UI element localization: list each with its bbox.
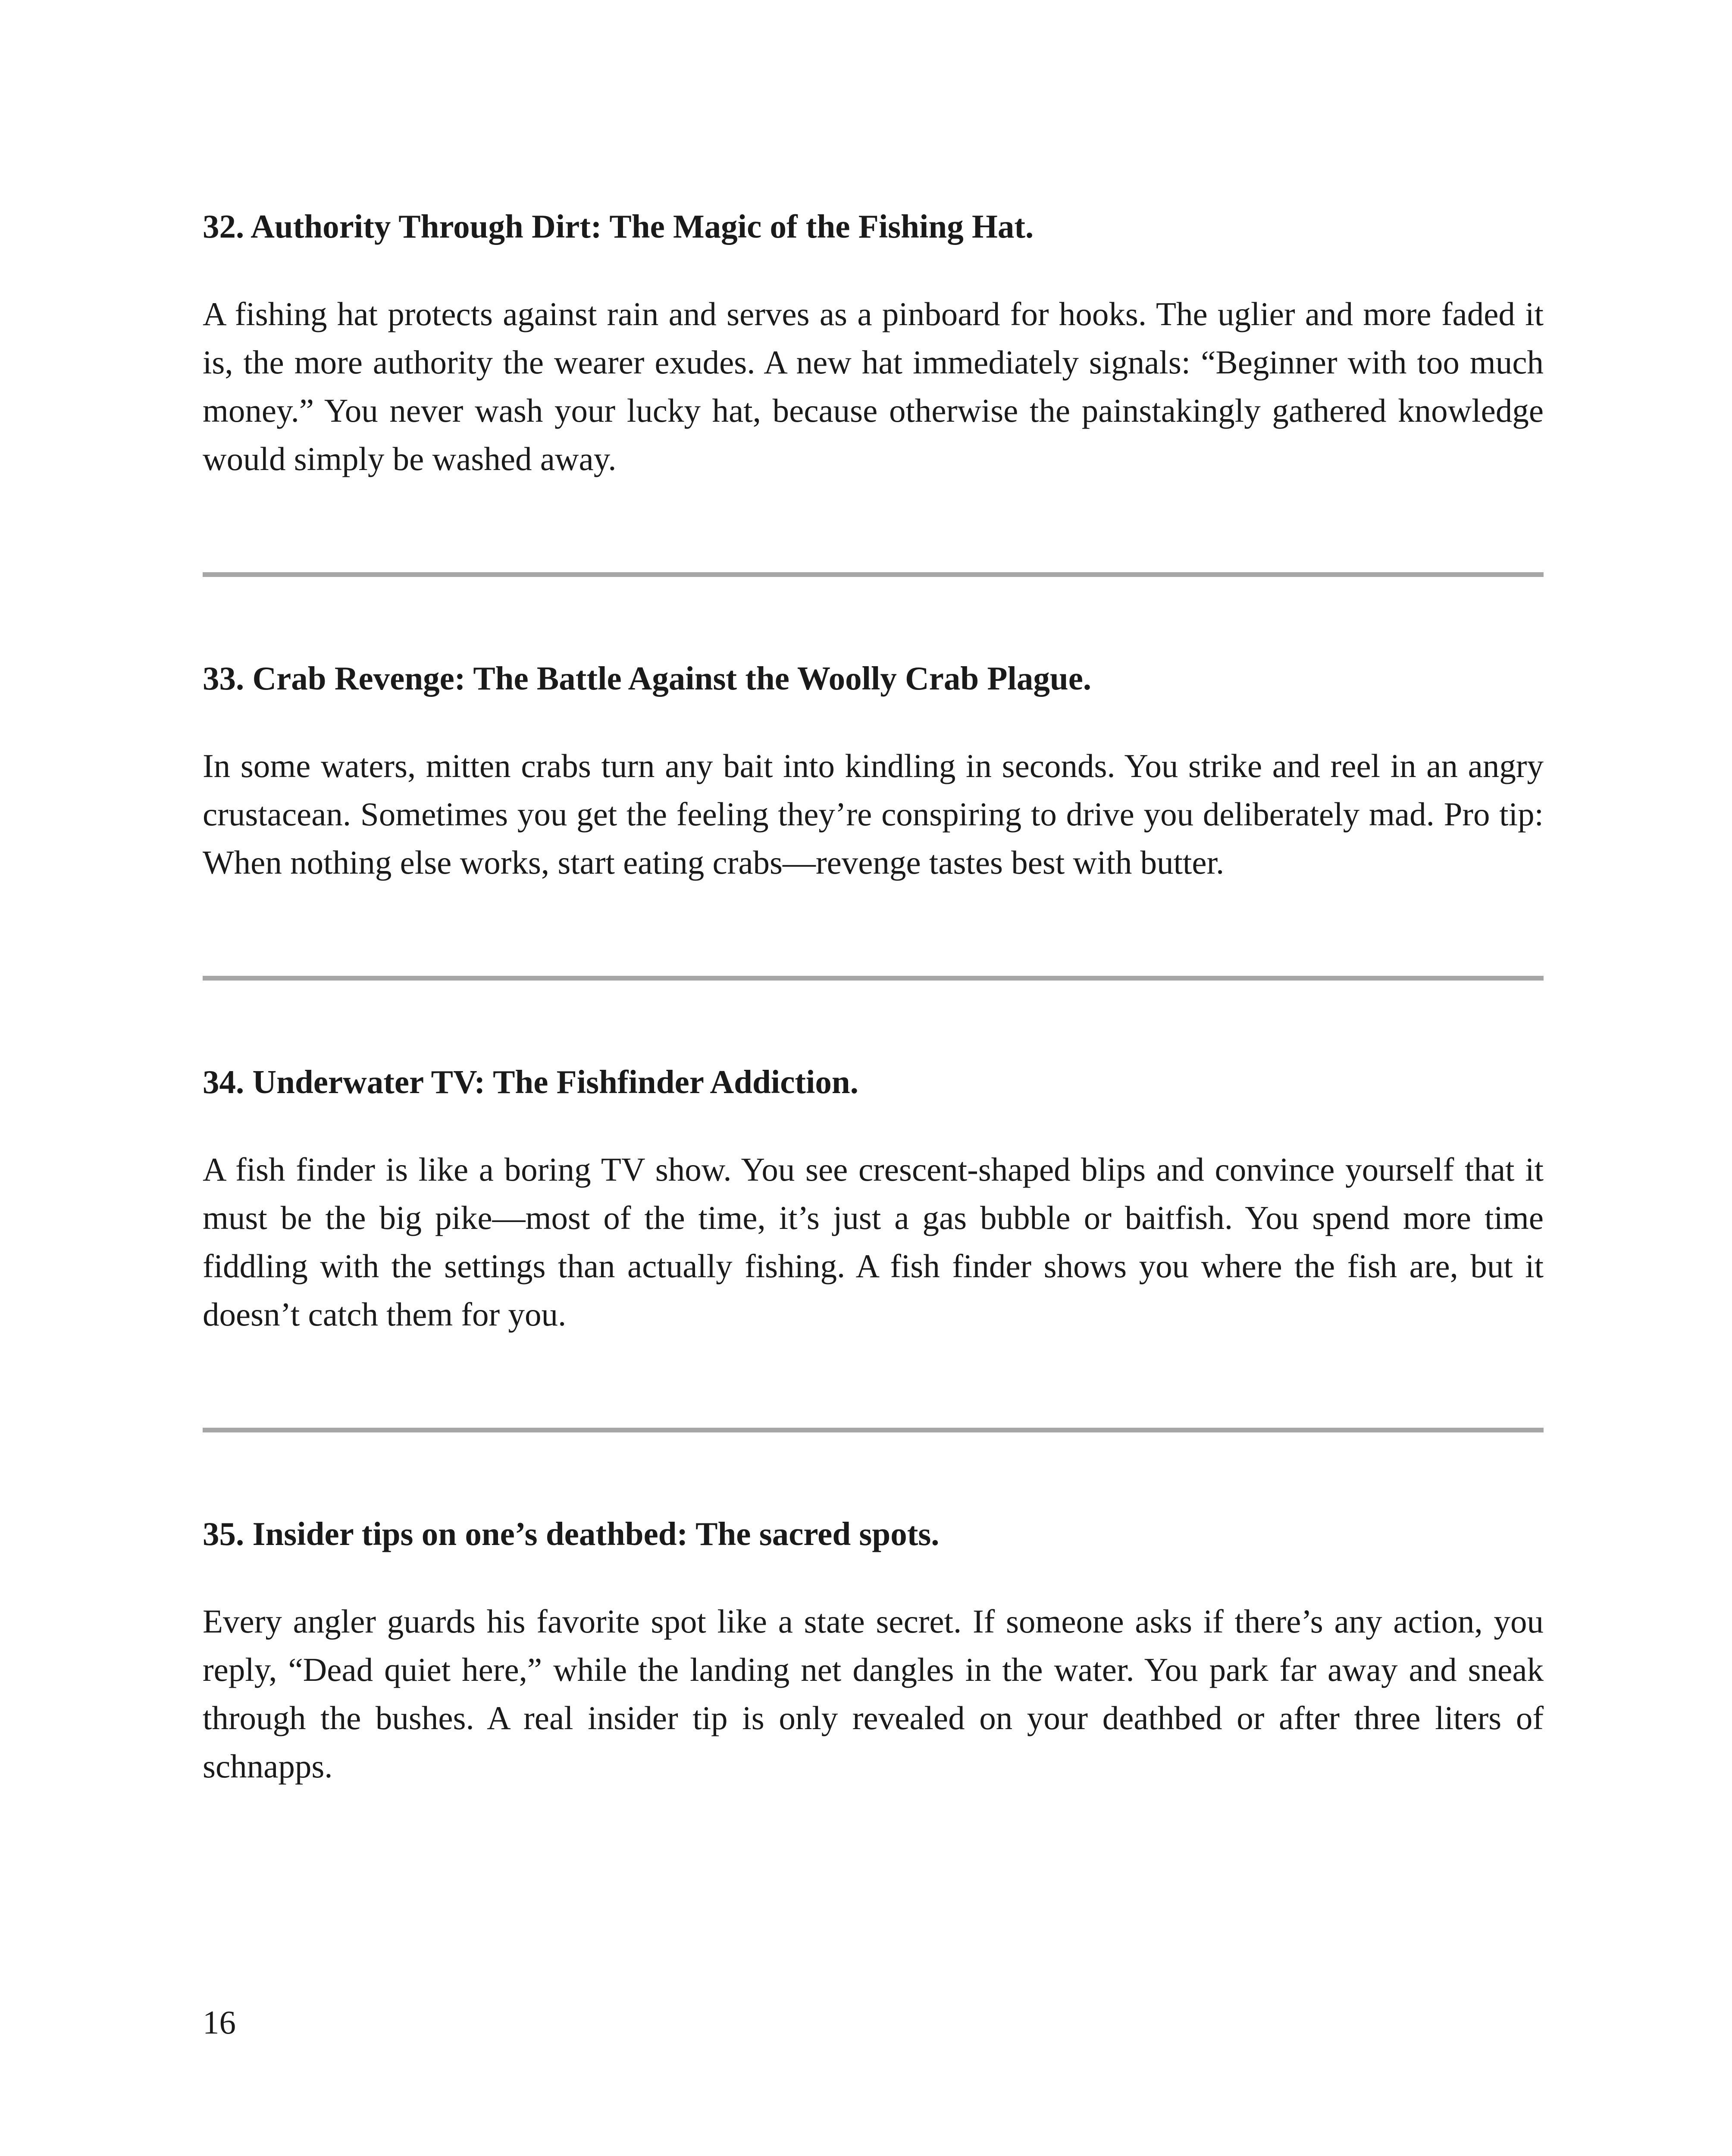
section-heading: 35. Insider tips on one’s deathbed: The sacred spots. [203,1515,940,1552]
section-34 [203,1058,1544,1338]
page-number: 16 [203,2004,236,2041]
section-heading: 34. Underwater TV: The Fishfinder Addiction. [203,1063,858,1100]
page-content [203,203,1544,1790]
section-heading: 33. Crab Revenge: The Battle Against the Woolly Crab Plague. [203,660,1092,697]
section-paragraph: In some waters, mitten crabs turn any bait into kindling in seconds. You strike and reel in an angry crustacean. Sometimes you get the feeling they’re conspiring to drive you deliberately mad. Pro tip: When nothing else works, start eating crabs—revenge tastes best with butter. [203,747,1544,881]
section-paragraph: Every angler guards his favorite spot like a state secret. If someone asks if there’s any action, you reply, “Dead quiet here,” while the landing net dangles in the water. You park far away and sneak through the bushes. A real insider tip is only revealed on your deathbed or after three liters of schnapps. [203,1603,1544,1785]
section-heading: 32. Authority Through Dirt: The Magic of the Fishing Hat. [203,208,1034,245]
section-paragraph: A fishing hat protects against rain and serves as a pinboard for hooks. The uglier and more faded it is, the more authority the wearer exudes. A new hat immediately signals: “Beginner with too much money.” You never wash your lucky hat, because otherwise the painstakingly gathered knowledge would simply be washed away. [203,295,1544,477]
section-divider [203,976,1544,981]
section-32 [203,203,1544,483]
section-33 [203,655,1544,887]
section-paragraph: A fish finder is like a boring TV show. You see crescent-shaped blips and convince yourself that it must be the big pike—most of the time, it’s just a gas bubble or baitfish. You spend more time fiddling with the settings than actually fishing. A fish finder shows you where the fish are, but it doesn’t catch them for you. [203,1151,1544,1333]
section-divider [203,572,1544,577]
section-35 [203,1510,1544,1790]
section-divider [203,1428,1544,1432]
